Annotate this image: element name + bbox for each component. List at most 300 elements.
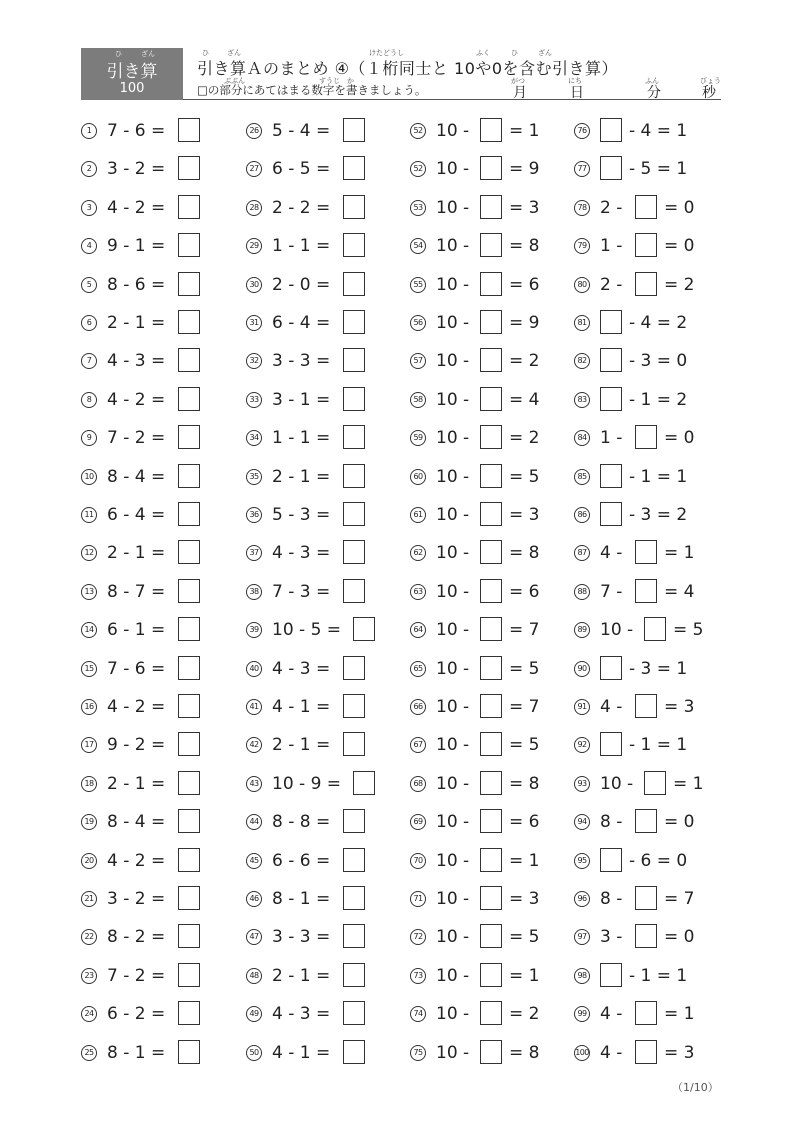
equation-text: 7 - 3 = bbox=[272, 581, 331, 602]
equation-text: 8 - 4 = bbox=[107, 812, 166, 833]
header-underline bbox=[183, 99, 721, 100]
answer-box[interactable] bbox=[178, 387, 200, 411]
problem-number: 94 bbox=[574, 814, 590, 830]
problem-number: 49 bbox=[246, 1006, 262, 1022]
answer-box[interactable] bbox=[343, 848, 365, 872]
answer-box[interactable] bbox=[480, 118, 502, 142]
equation-text: 8 - 6 = bbox=[107, 274, 166, 295]
answer-box[interactable] bbox=[343, 579, 365, 603]
equation-text: = 5 bbox=[509, 466, 540, 487]
answer-box[interactable] bbox=[480, 579, 502, 603]
answer-box[interactable] bbox=[600, 732, 622, 756]
instruction-ruby-text: ぶぶん bbox=[224, 77, 245, 85]
problem-number: 99 bbox=[574, 1006, 590, 1022]
answer-box[interactable] bbox=[600, 848, 622, 872]
answer-box[interactable] bbox=[178, 656, 200, 680]
equation-text: 3 - 3 = bbox=[272, 927, 331, 948]
problem-number: 7 bbox=[81, 353, 97, 369]
answer-box[interactable] bbox=[480, 387, 502, 411]
problem-number: 15 bbox=[81, 661, 97, 677]
problem-number: 69 bbox=[410, 814, 426, 830]
equation-text: 5 - 4 = bbox=[272, 121, 331, 141]
equation-text: 9 - 1 = bbox=[107, 236, 166, 257]
answer-box[interactable] bbox=[635, 809, 657, 833]
equation-text: 2 - 1 = bbox=[272, 466, 331, 487]
answer-box[interactable] bbox=[635, 425, 657, 449]
answer-box[interactable] bbox=[480, 425, 502, 449]
answer-box[interactable] bbox=[343, 1040, 365, 1064]
equation-text: - 1 = 2 bbox=[629, 389, 688, 410]
problem-number: 65 bbox=[410, 661, 426, 677]
answer-box[interactable] bbox=[343, 195, 365, 219]
answer-box[interactable] bbox=[480, 464, 502, 488]
problem-number: 13 bbox=[81, 584, 97, 600]
answer-box[interactable] bbox=[600, 963, 622, 987]
answer-box[interactable] bbox=[644, 617, 666, 641]
problem-number: 29 bbox=[246, 238, 262, 254]
answer-box[interactable] bbox=[635, 195, 657, 219]
answer-box[interactable] bbox=[343, 924, 365, 948]
equation-text: 10 - bbox=[436, 620, 470, 641]
problem-number: 95 bbox=[574, 853, 590, 869]
equation-text: 6 - 1 = bbox=[107, 620, 166, 641]
problem-number: 12 bbox=[81, 545, 97, 561]
equation-text: 4 - bbox=[600, 697, 623, 717]
answer-box[interactable] bbox=[343, 425, 365, 449]
equation-text: 8 - 7 = bbox=[107, 581, 166, 602]
problem-number: 84 bbox=[574, 430, 590, 446]
date-label: 日 bbox=[570, 85, 584, 101]
equation-text: 10 - bbox=[436, 313, 470, 333]
equation-text: = 0 bbox=[664, 197, 695, 218]
title-ruby-text: ざん bbox=[227, 49, 241, 57]
equation-text: 10 - 9 = bbox=[272, 773, 342, 794]
date-label-ruby: がつ bbox=[511, 77, 525, 85]
date-label: 月 bbox=[513, 85, 527, 101]
problem-number: 36 bbox=[246, 507, 262, 523]
equation-text: = 5 bbox=[509, 658, 540, 679]
answer-box[interactable] bbox=[353, 771, 375, 795]
problem-number: 53 bbox=[410, 200, 426, 216]
equation-text: 4 - bbox=[600, 1042, 623, 1063]
equation-text: = 3 bbox=[664, 1042, 695, 1063]
equation-text: 10 - bbox=[436, 466, 470, 487]
answer-box[interactable] bbox=[178, 233, 200, 257]
answer-box[interactable] bbox=[480, 771, 502, 795]
title-ruby-text: ざん bbox=[538, 49, 552, 57]
equation-text: 4 - 2 = bbox=[107, 197, 166, 218]
answer-box[interactable] bbox=[178, 540, 200, 564]
answer-box[interactable] bbox=[480, 195, 502, 219]
problem-number: 83 bbox=[574, 392, 590, 408]
equation-text: 4 - bbox=[600, 543, 623, 564]
answer-box[interactable] bbox=[480, 732, 502, 756]
equation-text: - 3 = 2 bbox=[629, 505, 688, 525]
equation-text: = 8 bbox=[509, 773, 540, 794]
equation-text: 6 - 2 = bbox=[107, 1004, 166, 1025]
answer-box[interactable] bbox=[343, 156, 365, 180]
equation-text: 10 - bbox=[436, 351, 470, 372]
answer-box[interactable] bbox=[343, 656, 365, 680]
equation-text: 10 - bbox=[436, 965, 470, 986]
equation-text: = 1 bbox=[509, 965, 540, 986]
answer-box[interactable] bbox=[343, 732, 365, 756]
answer-box[interactable] bbox=[178, 348, 200, 372]
equation-text: 3 - 3 = bbox=[272, 351, 331, 372]
problem-number: 72 bbox=[410, 929, 426, 945]
problem-number: 74 bbox=[410, 1006, 426, 1022]
equation-text: 10 - bbox=[436, 1042, 470, 1063]
problem-number: 80 bbox=[574, 277, 590, 293]
answer-box[interactable] bbox=[635, 694, 657, 718]
answer-box[interactable] bbox=[343, 1001, 365, 1025]
problem-number: 70 bbox=[410, 853, 426, 869]
answer-box[interactable] bbox=[178, 886, 200, 910]
answer-box[interactable] bbox=[178, 963, 200, 987]
answer-box[interactable] bbox=[635, 272, 657, 296]
equation-text: 8 - bbox=[600, 812, 623, 833]
date-label-ruby: にち bbox=[568, 77, 582, 85]
problem-number: 60 bbox=[410, 469, 426, 485]
equation-text: = 3 bbox=[664, 697, 695, 717]
answer-box[interactable] bbox=[343, 963, 365, 987]
problem-number: 25 bbox=[81, 1045, 97, 1061]
problem-number: 93 bbox=[574, 776, 590, 792]
equation-text: 6 - 6 = bbox=[272, 850, 331, 871]
problem-number: 18 bbox=[81, 776, 97, 792]
problem-number: 24 bbox=[81, 1006, 97, 1022]
problem-number: 42 bbox=[246, 737, 262, 753]
equation-text: = 1 bbox=[509, 121, 540, 141]
answer-box[interactable] bbox=[178, 694, 200, 718]
problem-number: 2 bbox=[81, 161, 97, 177]
equation-text: 4 - 3 = bbox=[272, 543, 331, 564]
equation-text: - 6 = 0 bbox=[629, 850, 688, 871]
answer-box[interactable] bbox=[343, 809, 365, 833]
date-label: 秒 bbox=[702, 85, 716, 101]
answer-box[interactable] bbox=[600, 348, 622, 372]
problem-number: 63 bbox=[410, 584, 426, 600]
answer-box[interactable] bbox=[600, 118, 622, 142]
answer-box[interactable] bbox=[178, 848, 200, 872]
equation-text: - 3 = 1 bbox=[629, 658, 688, 679]
equation-text: 10 - bbox=[436, 850, 470, 871]
equation-text: = 2 bbox=[509, 351, 540, 372]
answer-box[interactable] bbox=[178, 502, 200, 526]
answer-box[interactable] bbox=[343, 272, 365, 296]
answer-box[interactable] bbox=[635, 1001, 657, 1025]
problem-number: 57 bbox=[410, 353, 426, 369]
answer-box[interactable] bbox=[635, 233, 657, 257]
problem-number: 5 bbox=[81, 277, 97, 293]
equation-text: 10 - bbox=[436, 197, 470, 218]
answer-box[interactable] bbox=[353, 617, 375, 641]
problem-number: 81 bbox=[574, 315, 590, 331]
problem-number: 44 bbox=[246, 814, 262, 830]
problem-number: 39 bbox=[246, 622, 262, 638]
answer-box[interactable] bbox=[600, 156, 622, 180]
problem-number: 27 bbox=[246, 161, 262, 177]
problem-number: 89 bbox=[574, 622, 590, 638]
answer-box[interactable] bbox=[635, 924, 657, 948]
equation-text: = 6 bbox=[509, 274, 540, 295]
instruction-text: □の部分にあてはまる数字を書きましょう。 bbox=[197, 83, 427, 97]
equation-text: = 7 bbox=[509, 620, 540, 641]
answer-box[interactable] bbox=[480, 809, 502, 833]
problem-number: 37 bbox=[246, 545, 262, 561]
answer-box[interactable] bbox=[178, 272, 200, 296]
title-ruby-text: けたどうし bbox=[369, 49, 404, 57]
equation-text: 7 - 6 = bbox=[107, 658, 166, 679]
answer-box[interactable] bbox=[343, 464, 365, 488]
problem-number: 50 bbox=[246, 1045, 262, 1061]
problem-number: 35 bbox=[246, 469, 262, 485]
answer-box[interactable] bbox=[635, 886, 657, 910]
answer-box[interactable] bbox=[178, 617, 200, 641]
problem-number: 68 bbox=[410, 776, 426, 792]
answer-box[interactable] bbox=[178, 1040, 200, 1064]
equation-text: = 1 bbox=[509, 850, 540, 871]
page-number: （1/10） bbox=[672, 1081, 719, 1094]
answer-box[interactable] bbox=[343, 886, 365, 910]
equation-text: 4 - 1 = bbox=[272, 697, 331, 717]
problem-number: 45 bbox=[246, 853, 262, 869]
problem-number: 87 bbox=[574, 545, 590, 561]
equation-text: 3 - 2 = bbox=[107, 889, 166, 909]
equation-text: 4 - 1 = bbox=[272, 1042, 331, 1063]
problem-number: 38 bbox=[246, 584, 262, 600]
equation-text: = 0 bbox=[664, 927, 695, 948]
problem-number: 10 bbox=[81, 469, 97, 485]
equation-text: 1 - bbox=[600, 236, 623, 257]
date-label-ruby: びょう bbox=[700, 77, 721, 85]
problem-number: 20 bbox=[81, 853, 97, 869]
equation-text: 3 - 1 = bbox=[272, 389, 331, 410]
answer-box[interactable] bbox=[635, 1040, 657, 1064]
equation-text: = 0 bbox=[664, 428, 695, 449]
problem-number: 26 bbox=[246, 123, 262, 139]
answer-box[interactable] bbox=[480, 963, 502, 987]
equation-text: - 4 = 2 bbox=[629, 313, 688, 333]
equation-text: 6 - 4 = bbox=[272, 313, 331, 333]
answer-box[interactable] bbox=[480, 656, 502, 680]
answer-box[interactable] bbox=[178, 118, 200, 142]
problem-number: 62 bbox=[410, 545, 426, 561]
equation-text: = 9 bbox=[509, 159, 540, 180]
answer-box[interactable] bbox=[343, 694, 365, 718]
problem-number: 54 bbox=[410, 238, 426, 254]
equation-text: 1 - bbox=[600, 428, 623, 449]
equation-text: = 5 bbox=[673, 620, 704, 641]
answer-box[interactable] bbox=[480, 848, 502, 872]
equation-text: 7 - 2 = bbox=[107, 428, 166, 449]
equation-text: 1 - 1 = bbox=[272, 236, 331, 257]
equation-text: 10 - bbox=[436, 121, 470, 141]
title-ruby-text: ひ bbox=[202, 49, 209, 57]
equation-text: - 5 = 1 bbox=[629, 159, 688, 180]
answer-box[interactable] bbox=[178, 924, 200, 948]
ruby-text: ざん bbox=[141, 50, 155, 58]
answer-box[interactable] bbox=[480, 156, 502, 180]
equation-text: 4 - bbox=[600, 1004, 623, 1025]
answer-box[interactable] bbox=[343, 118, 365, 142]
equation-text: 4 - 2 = bbox=[107, 389, 166, 410]
problem-number: 33 bbox=[246, 392, 262, 408]
problem-count: 100 bbox=[119, 81, 145, 96]
answer-box[interactable] bbox=[178, 310, 200, 334]
equation-text: 8 - 8 = bbox=[272, 812, 331, 833]
answer-box[interactable] bbox=[178, 809, 200, 833]
equation-text: = 4 bbox=[664, 581, 695, 602]
equation-text: = 2 bbox=[509, 428, 540, 449]
problem-number: 21 bbox=[81, 891, 97, 907]
answer-box[interactable] bbox=[178, 156, 200, 180]
equation-text: 7 - bbox=[600, 581, 623, 602]
equation-text: - 4 = 1 bbox=[629, 121, 688, 141]
equation-text: = 8 bbox=[509, 543, 540, 564]
problem-number: 9 bbox=[81, 430, 97, 446]
answer-box[interactable] bbox=[600, 310, 622, 334]
equation-text: = 2 bbox=[509, 1004, 540, 1025]
problem-number: 22 bbox=[81, 929, 97, 945]
equation-text: = 6 bbox=[509, 812, 540, 833]
problem-number: 78 bbox=[574, 200, 590, 216]
problem-number: 17 bbox=[81, 737, 97, 753]
answer-box[interactable] bbox=[480, 1040, 502, 1064]
answer-box[interactable] bbox=[480, 694, 502, 718]
equation-text: = 5 bbox=[509, 735, 540, 756]
answer-box[interactable] bbox=[178, 1001, 200, 1025]
answer-box[interactable] bbox=[343, 348, 365, 372]
answer-box[interactable] bbox=[644, 771, 666, 795]
answer-box[interactable] bbox=[343, 310, 365, 334]
equation-text: 10 - bbox=[436, 889, 470, 909]
date-label-ruby: ふん bbox=[645, 77, 659, 85]
problem-number: 6 bbox=[81, 315, 97, 331]
answer-box[interactable] bbox=[600, 502, 622, 526]
problem-number: 79 bbox=[574, 238, 590, 254]
worksheet-title: 引き算Ａのまとめ ④（１桁同士と 10や0を含む引き算） bbox=[197, 59, 619, 78]
problem-number: 52 bbox=[410, 161, 426, 177]
problem-number: 47 bbox=[246, 929, 262, 945]
equation-text: 8 - 4 = bbox=[107, 466, 166, 487]
equation-text: = 9 bbox=[509, 313, 540, 333]
answer-box[interactable] bbox=[178, 732, 200, 756]
answer-box[interactable] bbox=[343, 540, 365, 564]
answer-box[interactable] bbox=[480, 502, 502, 526]
problem-number: 92 bbox=[574, 737, 590, 753]
answer-box[interactable] bbox=[178, 464, 200, 488]
problem-number: 3 bbox=[81, 200, 97, 216]
equation-text: = 5 bbox=[509, 927, 540, 948]
equation-text: 10 - bbox=[436, 159, 470, 180]
answer-box[interactable] bbox=[178, 771, 200, 795]
problem-number: 77 bbox=[574, 161, 590, 177]
answer-box[interactable] bbox=[480, 310, 502, 334]
equation-text: 3 - bbox=[600, 927, 623, 948]
answer-box[interactable] bbox=[343, 233, 365, 257]
problem-number: 76 bbox=[574, 123, 590, 139]
equation-text: 10 - bbox=[436, 773, 470, 794]
equation-text: 3 - 2 = bbox=[107, 159, 166, 180]
equation-text: = 4 bbox=[509, 389, 540, 410]
equation-text: - 1 = 1 bbox=[629, 965, 688, 986]
equation-text: = 6 bbox=[509, 581, 540, 602]
problem-number: 23 bbox=[81, 968, 97, 984]
answer-box[interactable] bbox=[600, 387, 622, 411]
equation-text: = 7 bbox=[509, 697, 540, 717]
answer-box[interactable] bbox=[178, 425, 200, 449]
answer-box[interactable] bbox=[480, 924, 502, 948]
equation-text: 2 - bbox=[600, 274, 623, 295]
answer-box[interactable] bbox=[635, 579, 657, 603]
problem-number: 66 bbox=[410, 699, 426, 715]
equation-text: 2 - 1 = bbox=[107, 773, 166, 794]
answer-box[interactable] bbox=[480, 348, 502, 372]
answer-box[interactable] bbox=[480, 1001, 502, 1025]
problem-number: 34 bbox=[246, 430, 262, 446]
equation-text: 8 - bbox=[600, 889, 623, 909]
problem-number: 43 bbox=[246, 776, 262, 792]
problem-number: 96 bbox=[574, 891, 590, 907]
equation-text: 8 - 1 = bbox=[107, 1042, 166, 1063]
equation-text: 10 - bbox=[600, 773, 634, 794]
problem-number: 52 bbox=[410, 123, 426, 139]
problem-number: 28 bbox=[246, 200, 262, 216]
problem-number: 19 bbox=[81, 814, 97, 830]
equation-text: = 1 bbox=[664, 543, 695, 564]
problem-number: 31 bbox=[246, 315, 262, 331]
answer-box[interactable] bbox=[635, 540, 657, 564]
problem-number: 97 bbox=[574, 929, 590, 945]
problem-number: 59 bbox=[410, 430, 426, 446]
date-label: 分 bbox=[647, 85, 661, 101]
equation-text: 10 - bbox=[436, 735, 470, 756]
equation-text: 10 - bbox=[436, 236, 470, 257]
problem-number: 58 bbox=[410, 392, 426, 408]
answer-box[interactable] bbox=[480, 540, 502, 564]
answer-box[interactable] bbox=[178, 579, 200, 603]
equation-text: 1 - 1 = bbox=[272, 428, 331, 449]
problem-number: 88 bbox=[574, 584, 590, 600]
equation-text: 4 - 3 = bbox=[107, 351, 166, 372]
badge-title: 引き算 bbox=[106, 62, 158, 82]
problem-number: 100 bbox=[574, 1045, 590, 1061]
answer-box[interactable] bbox=[480, 233, 502, 257]
equation-text: 2 - 1 = bbox=[107, 313, 166, 333]
problem-number: 32 bbox=[246, 353, 262, 369]
equation-text: 2 - 1 = bbox=[107, 543, 166, 564]
equation-text: = 1 bbox=[673, 773, 704, 794]
equation-text: 10 - bbox=[436, 505, 470, 525]
answer-box[interactable] bbox=[480, 272, 502, 296]
equation-text: - 1 = 1 bbox=[629, 466, 688, 487]
answer-box[interactable] bbox=[480, 886, 502, 910]
answer-box[interactable] bbox=[600, 464, 622, 488]
problem-number: 90 bbox=[574, 661, 590, 677]
answer-box[interactable] bbox=[178, 195, 200, 219]
answer-box[interactable] bbox=[600, 656, 622, 680]
equation-text: 2 - 0 = bbox=[272, 274, 331, 295]
equation-text: 7 - 6 = bbox=[107, 121, 166, 141]
equation-text: - 1 = 1 bbox=[629, 735, 688, 756]
equation-text: 10 - bbox=[436, 812, 470, 833]
answer-box[interactable] bbox=[343, 387, 365, 411]
answer-box[interactable] bbox=[343, 502, 365, 526]
equation-text: 10 - bbox=[436, 581, 470, 602]
answer-box[interactable] bbox=[480, 617, 502, 641]
problem-number: 1 bbox=[81, 123, 97, 139]
